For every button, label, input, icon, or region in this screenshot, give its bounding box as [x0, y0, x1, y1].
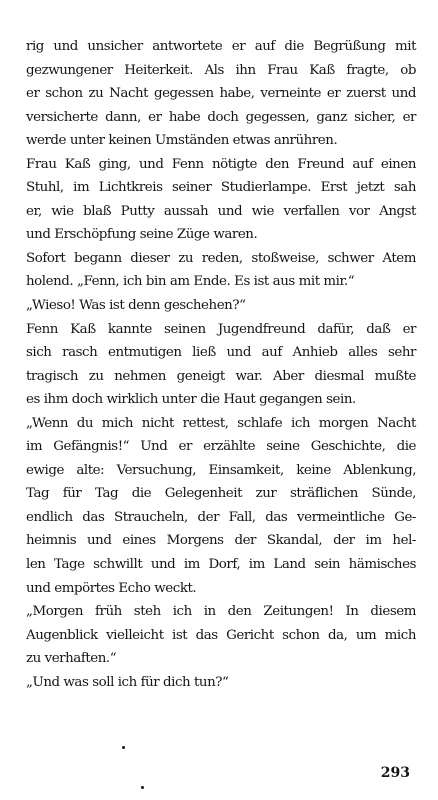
text-line: und empörtes Echo weckt.	[26, 580, 197, 596]
paragraph-3	[26, 247, 416, 294]
text-line: rig und unsicher antwortete er auf die Begrüßung mit	[26, 39, 416, 54]
text-line: „Und was soll ich für dich tun?“	[26, 674, 229, 690]
paragraph-5	[26, 318, 416, 412]
body-text	[26, 35, 416, 694]
paragraph-6	[26, 412, 416, 600]
print-speck	[122, 746, 125, 749]
text-line: versicherte dann, er habe doch gegessen, ganz sicher, er	[26, 109, 416, 125]
text-line: holend. „Fenn, ich bin am Ende. Es ist aus mit mir.“	[26, 274, 355, 290]
page-number: 293	[380, 765, 410, 781]
text-line: zu verhaften.“	[26, 651, 117, 667]
text-line: Tag für Tag die Gelegenheit zur sträflichen Sünde,	[26, 486, 416, 502]
text-line: er, wie blaß Putty aussah und wie verfallen vor Angst	[26, 203, 416, 219]
paragraph-4	[26, 294, 416, 318]
text-line: Sofort begann dieser zu reden, stoßweise, schwer Atem	[26, 250, 416, 266]
paragraph-8	[26, 671, 416, 695]
text-line: Frau Kaß ging, und Fenn nötigte den Freund auf einen	[26, 156, 416, 172]
text-line: Augenblick vielleicht ist das Gericht schon da, um mich	[26, 627, 416, 643]
text-line: sich rasch entmutigen ließ und auf Anhieb alles sehr	[26, 345, 416, 361]
text-line: Fenn Kaß kannte seinen Jugendfreund dafür, daß er	[26, 321, 416, 337]
text-line: endlich das Straucheln, der Fall, das vermeintliche Ge-	[26, 509, 416, 525]
text-line: Stuhl, im Lichtkreis seiner Studierlampe. Erst jetzt sah	[26, 180, 416, 196]
text-line: er schon zu Nacht gegessen habe, verneinte er zuerst und	[26, 86, 416, 102]
paragraph-1	[26, 35, 416, 153]
text-line: „Wieso! Was ist denn geschehen?“	[26, 298, 246, 314]
print-speck	[141, 786, 144, 789]
text-line: ewige alte: Versuchung, Einsamkeit, keine Ablenkung,	[26, 462, 416, 478]
text-line: „Wenn du mich nicht rettest, schlafe ich morgen Nacht	[26, 415, 416, 431]
text-line: heimnis und eines Morgens der Skandal, der im hel-	[26, 533, 416, 549]
text-line: gezwungener Heiterkeit. Als ihn Frau Kaß fragte, ob	[26, 62, 416, 78]
text-line: im Gefängnis!“ Und er erzählte seine Geschichte, die	[26, 439, 416, 455]
paragraph-7	[26, 600, 416, 671]
text-line: tragisch zu nehmen geneigt war. Aber diesmal mußte	[26, 368, 416, 384]
text-line: es ihm doch wirklich unter die Haut gegangen sein.	[26, 392, 356, 408]
paragraph-2	[26, 153, 416, 247]
text-line: werde unter keinen Umständen etwas anrühren.	[26, 133, 338, 149]
text-line: len Tage schwillt und im Dorf, im Land sein hämisches	[26, 557, 416, 573]
text-line: und Erschöpfung seine Züge waren.	[26, 227, 258, 243]
book-page	[26, 35, 416, 781]
text-line: „Morgen früh steh ich in den Zeitungen! In diesem	[26, 604, 416, 620]
